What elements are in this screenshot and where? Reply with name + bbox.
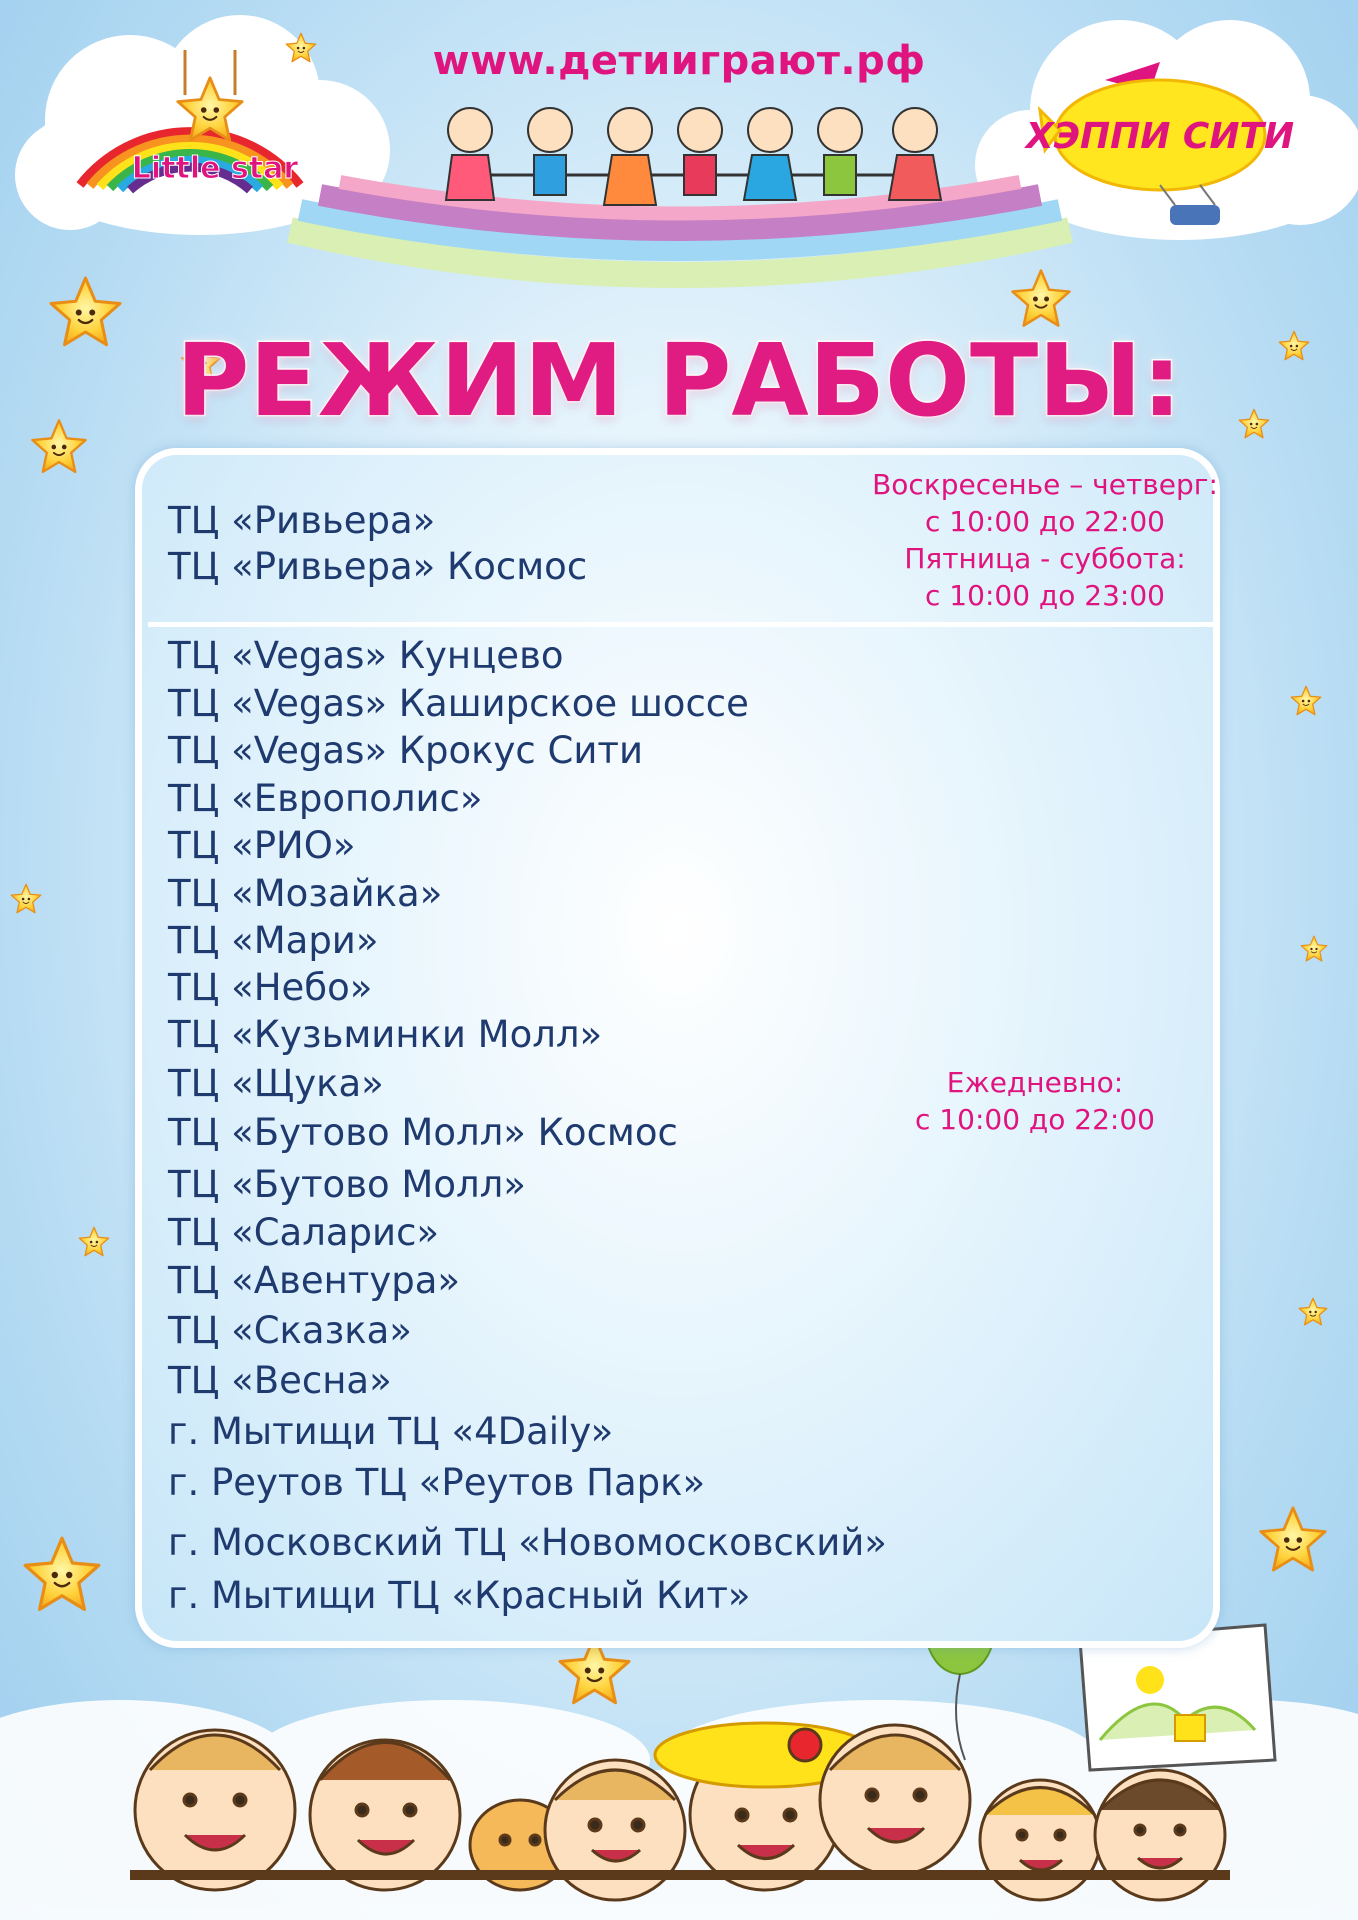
mall-item: ТЦ «Бутово Молл» xyxy=(168,1163,526,1206)
mall-item: г. Мытищи ТЦ «4Daily» xyxy=(168,1410,614,1453)
hours-label: Пятница - суббота: xyxy=(904,542,1186,575)
hours-daily-block xyxy=(880,1064,1190,1138)
mall-item: ТЦ «Саларис» xyxy=(168,1211,440,1254)
mall-item: ТЦ «Кузьминки Молл» xyxy=(168,1013,603,1056)
hours-label: Ежедневно: xyxy=(946,1066,1124,1099)
fence-bar-icon xyxy=(130,1870,1230,1880)
mall-item: ТЦ «Небо» xyxy=(168,966,373,1009)
hours-time: с 10:00 до 23:00 xyxy=(925,579,1165,612)
mall-item: ТЦ «Ривьера» Космос xyxy=(168,545,588,588)
mall-item: ТЦ «Ривьера» xyxy=(168,499,436,542)
mall-item: ТЦ «Мари» xyxy=(168,919,379,962)
hours-weekday-block xyxy=(840,466,1250,614)
mall-item: ТЦ «Сказка» xyxy=(168,1309,412,1352)
page-title: РЕЖИМ РАБОТЫ: xyxy=(176,322,1182,439)
mall-item: ТЦ «Vegas» Крокус Сити xyxy=(168,729,643,772)
mall-item: ТЦ «Vegas» Каширское шоссе xyxy=(168,682,749,725)
mall-item: г. Мытищи ТЦ «Красный Кит» xyxy=(168,1574,751,1617)
hours-time: с 10:00 до 22:00 xyxy=(915,1103,1155,1136)
mall-item: ТЦ «Европолис» xyxy=(168,777,483,820)
mall-item: г. Московский ТЦ «Новомосковский» xyxy=(168,1521,887,1564)
mall-item: ТЦ «Авентура» xyxy=(168,1259,461,1302)
mall-item: г. Реутов ТЦ «Реутов Парк» xyxy=(168,1461,706,1504)
section-divider xyxy=(148,622,1214,627)
mall-item: ТЦ «Весна» xyxy=(168,1359,392,1402)
svg-text:ХЭППИ СИТИ: ХЭППИ СИТИ xyxy=(1025,116,1295,157)
mall-item: ТЦ «РИО» xyxy=(168,824,356,867)
mall-item: ТЦ «Щука» xyxy=(168,1062,384,1105)
website-url[interactable]: www.детииграют.рф xyxy=(432,38,926,84)
hours-time: с 10:00 до 22:00 xyxy=(925,505,1165,538)
mall-item: ТЦ «Мозайка» xyxy=(168,872,443,915)
kids-holding-hands-icon xyxy=(446,108,941,205)
svg-text:Little star: Little star xyxy=(131,151,299,186)
mall-item: ТЦ «Vegas» Кунцево xyxy=(168,634,564,677)
rainbow-road-icon xyxy=(290,182,1070,275)
hours-label: Воскресенье – четверг: xyxy=(872,468,1218,501)
mall-item: ТЦ «Бутово Молл» Космос xyxy=(168,1111,678,1154)
